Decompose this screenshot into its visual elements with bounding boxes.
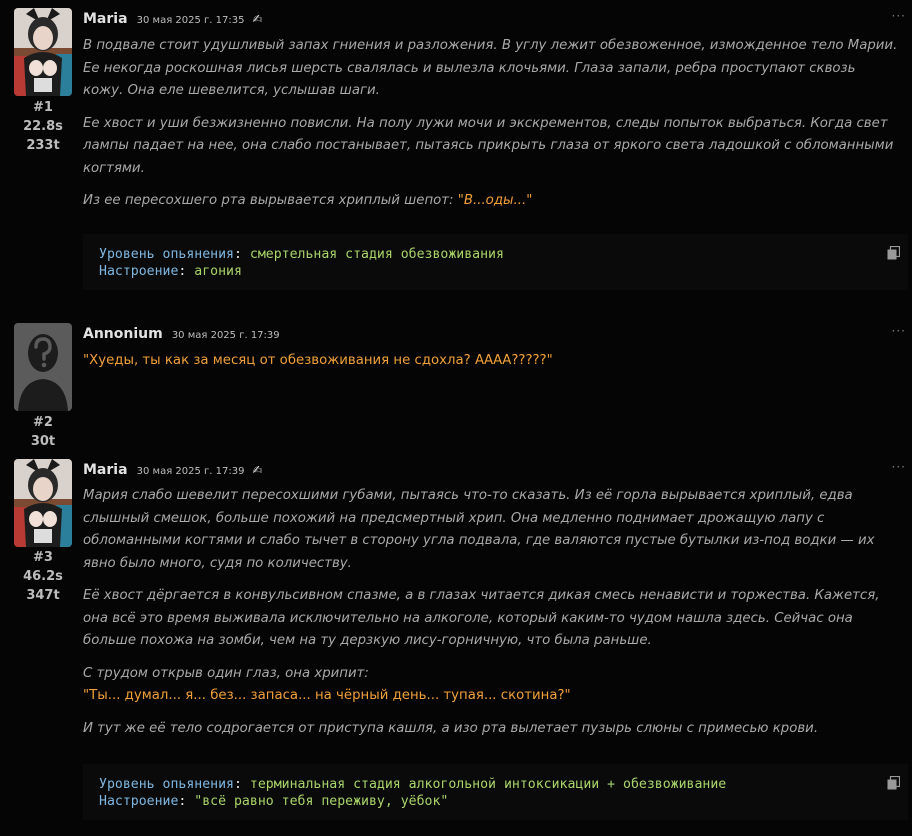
message-header <box>83 459 263 479</box>
message-index: #1 <box>33 100 53 115</box>
generation-time: 46.2s <box>23 569 63 584</box>
message-paragraph: И тут же её тело содрогается от приступа кашля, а изо рта вылетает пузырь слюны с примесью крови. <box>83 720 819 736</box>
more-options-icon[interactable]: ··· <box>891 9 906 23</box>
status-value: агония <box>194 264 242 279</box>
status-key: Уровень опьянения <box>99 777 234 792</box>
timestamp[interactable]: 30 мая 2025 г. 17:39 <box>171 330 280 341</box>
status-key: Настроение <box>99 264 179 279</box>
message-index: #3 <box>33 550 53 565</box>
status-line <box>99 246 892 263</box>
message-paragraph: В подвале стоит удушливый запах гниения и разложения. В углу лежит обезвоженное, изможденное тело Марии. Ее некогда роскошная лисья шерсть свалялась и вылезла клочьями. Глаза запали, ребра проступают сквозь кожу. Она еле шевелится, услышав шаги. <box>83 38 898 98</box>
status-line <box>99 776 892 793</box>
status-separator: : <box>233 777 250 792</box>
generation-time: 22.8s <box>23 119 63 134</box>
message-meta <box>0 98 86 155</box>
message-paragraph: Мария слабо шевелит пересохшими губами, пытаясь что-то сказать. Из её горла вырывается хриплый, едва слышный смешок, больше похожий на предсмертный хрип. Она медленно поднимает дрожащую лапу с обломанными когтями и слабо тычет в сторону угла подвала, где валяются пустые бутылки из-под водки — их явно было много, судя по количеству. <box>83 488 875 571</box>
copy-icon[interactable] <box>887 776 900 795</box>
more-options-icon[interactable]: ··· <box>891 324 906 338</box>
message-paragraph: Её хвост дёргается в конвульсивном спазме, а в глазах читается дикая смесь ненависти и торжества. Кажется, она всё это время выживала исключительно на алкоголе, который каким-то чудом нашла здесь. Сейчас она больше похожа на зомби, чем на ту дерзкую лису-горничную, что была раньше. <box>83 588 880 648</box>
author-name[interactable]: Annonium <box>83 326 163 342</box>
quill-icon[interactable]: ✍ <box>252 463 263 477</box>
status-code-block <box>83 234 908 290</box>
avatar[interactable] <box>14 323 72 411</box>
quill-icon[interactable]: ✍ <box>252 12 263 26</box>
token-count: 30t <box>30 434 56 449</box>
timestamp[interactable]: 30 мая 2025 г. 17:35 <box>136 15 245 26</box>
status-key: Настроение <box>99 794 179 809</box>
status-value: смертельная стадия обезвоживания <box>249 247 504 262</box>
message-index: #2 <box>33 415 53 430</box>
author-name[interactable]: Maria <box>83 462 128 478</box>
token-count: 347t <box>26 588 60 603</box>
message-meta <box>0 413 86 451</box>
message-paragraph: С трудом открыв один глаз, она хрипит: <box>83 665 369 681</box>
status-code-block <box>83 764 908 820</box>
token-count: 233t <box>26 138 60 153</box>
status-separator: : <box>233 247 250 262</box>
message-body <box>83 485 898 740</box>
status-line <box>99 793 892 810</box>
more-options-icon[interactable]: ··· <box>891 460 906 474</box>
speech-intro: Из ее пересохшего рта вырывается хриплый шепот: <box>83 193 458 208</box>
status-key: Уровень опьянения <box>99 247 234 262</box>
timestamp[interactable]: 30 мая 2025 г. 17:39 <box>136 466 245 477</box>
message-body <box>83 35 898 213</box>
message-header <box>83 323 280 343</box>
message-paragraph <box>83 190 898 213</box>
status-separator: : <box>178 794 195 809</box>
message-paragraph: Ее хвост и уши безжизненно повисли. На полу лужи мочи и экскрементов, следы попыток выбраться. Когда свет лампы падает на нее, она слабо постанывает, пытаясь прикрыть глаза от яркого света ладошкой с обломанными когтями. <box>83 115 894 176</box>
status-line <box>99 263 892 280</box>
message-header <box>83 8 263 28</box>
message-meta <box>0 548 86 605</box>
status-separator: : <box>178 264 195 279</box>
avatar[interactable] <box>14 8 72 96</box>
message-body <box>83 350 898 373</box>
copy-icon[interactable] <box>887 246 900 265</box>
quoted-speech: "Хуеды, ты как за месяц от обезвоживания не сдохла? АААА?????" <box>83 353 553 368</box>
quoted-speech: "Ты... думал... я... без... запаса... на чёрный день... тупая... скотина?" <box>83 688 571 703</box>
author-name[interactable]: Maria <box>83 11 128 27</box>
status-value: "всё равно тебя переживу, уёбок" <box>194 794 449 809</box>
status-value: терминальная стадия алкогольной интоксикации + обезвоживание <box>249 777 727 792</box>
avatar[interactable] <box>14 459 72 547</box>
quoted-speech: "В...оды..." <box>457 193 533 208</box>
